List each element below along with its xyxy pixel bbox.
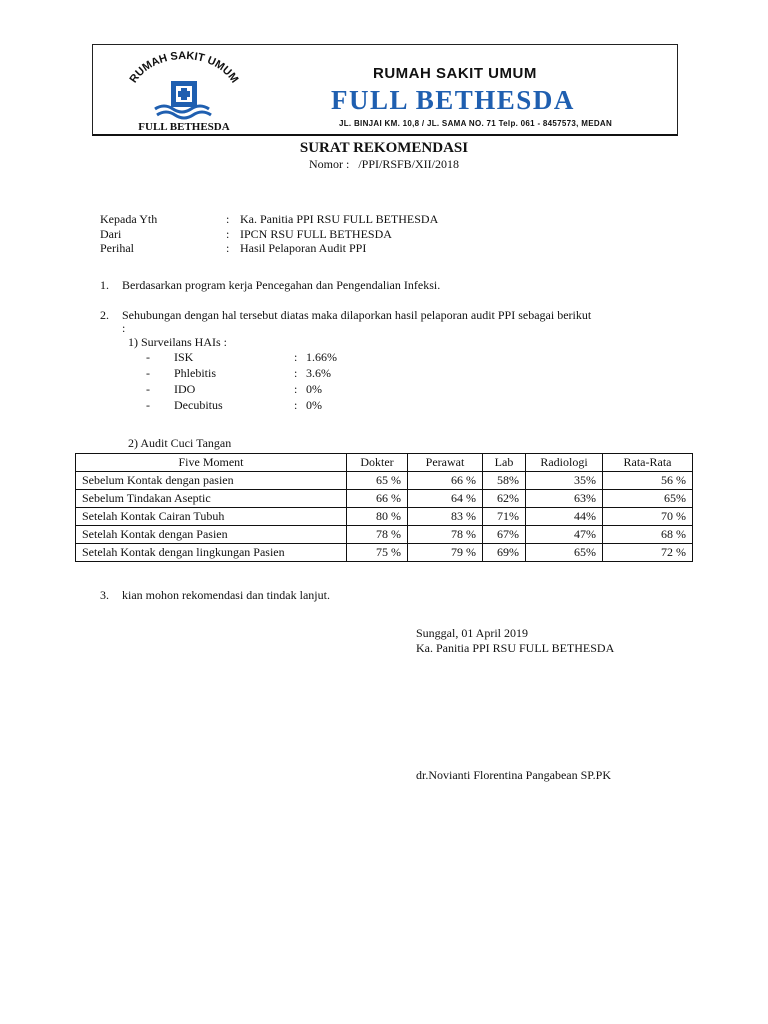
table-cell: 65%: [526, 544, 603, 562]
table-row: [76, 508, 693, 526]
audit-heading: 2) Audit Cuci Tangan: [128, 436, 232, 450]
svg-text:RUMAH SAKIT UMUM: RUMAH SAKIT UMUM: [127, 51, 241, 86]
audit-table: [75, 453, 693, 562]
table-row: [76, 472, 693, 490]
signature-place-date: Sunggal, 01 April 2019: [416, 626, 529, 640]
table-cell: 68 %: [603, 526, 693, 544]
table-cell: Setelah Kontak dengan Pasien: [76, 526, 347, 544]
surveilans-value: 3.6%: [306, 366, 331, 380]
surveilans-dash: -: [146, 366, 150, 380]
table-cell: Setelah Kontak Cairan Tubuh: [76, 508, 347, 526]
table-cell: 62%: [483, 490, 526, 508]
header-field-label-1: Dari: [100, 227, 122, 241]
table-cell: 67%: [483, 526, 526, 544]
letterhead-hospital-name: FULL BETHESDA: [331, 85, 575, 115]
signature-name: dr.Novianti Florentina Pangabean SP.PK: [416, 768, 611, 782]
document-title: SURAT REKOMENDASI: [299, 140, 469, 156]
surveilans-sep: :: [294, 382, 298, 396]
table-cell: 70 %: [603, 508, 693, 526]
header-field-sep-2: :: [226, 241, 230, 255]
table-cell: 79 %: [408, 544, 483, 562]
header-field-sep-1: :: [226, 227, 230, 241]
column-header: Lab: [483, 454, 526, 472]
surveilans-dash: -: [146, 382, 150, 396]
table-cell: 83 %: [408, 508, 483, 526]
header-field-value-0: Ka. Panitia PPI RSU FULL BETHESDA: [240, 212, 439, 226]
table-cell: 47%: [526, 526, 603, 544]
table-cell: 64 %: [408, 490, 483, 508]
point-1-number: 1.: [100, 278, 109, 292]
column-header: Perawat: [408, 454, 483, 472]
table-cell: 65%: [603, 490, 693, 508]
table-cell: Sebelum Kontak dengan pasien: [76, 472, 347, 490]
point-2-text: Sehubungan dengan hal tersebut diatas maka dilaporkan hasil pelaporan audit PPI sebagai berikut: [122, 308, 592, 322]
header-field-label-0: Kepada Yth: [100, 212, 158, 226]
point-1-text: Berdasarkan program kerja Pencegahan dan Pengendalian Infeksi.: [122, 278, 441, 292]
table-cell: 56 %: [603, 472, 693, 490]
letterhead: [92, 44, 678, 136]
column-header: Rata-Rata: [603, 454, 693, 472]
table-header-row: [76, 454, 693, 472]
surveilans-heading: 1) Surveilans HAIs :: [128, 335, 227, 349]
table-cell: Setelah Kontak dengan lingkungan Pasien: [76, 544, 347, 562]
nomor-label: Nomor :: [308, 157, 350, 171]
letterhead-address: JL. BINJAI KM. 10,8 / JL. SAMA NO. 71 Telp. 061 - 8457573, MEDAN: [339, 119, 613, 128]
table-cell: 71%: [483, 508, 526, 526]
column-header: Five Moment: [76, 454, 347, 472]
surveilans-sep: :: [294, 350, 298, 364]
table-row: [76, 526, 693, 544]
table-cell: Sebelum Tindakan Aseptic: [76, 490, 347, 508]
surveilans-sep: :: [294, 366, 298, 380]
column-header: Radiologi: [526, 454, 603, 472]
document-number: [0, 157, 768, 172]
svg-text:FULL BETHESDA: FULL BETHESDA: [138, 121, 230, 131]
surveilans-name: IDO: [174, 382, 196, 396]
table-cell: 66 %: [347, 490, 408, 508]
table-cell: 44%: [526, 508, 603, 526]
point-2-colon: :: [122, 321, 126, 335]
nomor-value: /PPI/RSFB/XII/2018: [358, 157, 460, 171]
header-field-sep-0: :: [226, 212, 230, 226]
hospital-logo: [115, 51, 253, 131]
table-cell: 78 %: [408, 526, 483, 544]
table-cell: 66 %: [408, 472, 483, 490]
table-cell: 78 %: [347, 526, 408, 544]
table-cell: 72 %: [603, 544, 693, 562]
header-field-value-1: IPCN RSU FULL BETHESDA: [240, 227, 392, 241]
table-cell: 65 %: [347, 472, 408, 490]
table-cell: 35%: [526, 472, 603, 490]
table-row: [76, 544, 693, 562]
table-cell: 69%: [483, 544, 526, 562]
surveilans-value: 1.66%: [306, 350, 337, 364]
column-header: Dokter: [347, 454, 408, 472]
surveilans-name: Phlebitis: [174, 366, 217, 380]
surveilans-sep: :: [294, 398, 298, 412]
surveilans-dash: -: [146, 398, 150, 412]
signature-position: Ka. Panitia PPI RSU FULL BETHESDA: [416, 641, 615, 655]
table-cell: 80 %: [347, 508, 408, 526]
table-cell: 58%: [483, 472, 526, 490]
surveilans-name: ISK: [174, 350, 194, 364]
header-field-label-2: Perihal: [100, 241, 134, 255]
surveilans-dash: -: [146, 350, 150, 364]
header-field-value-2: Hasil Pelaporan Audit PPI: [240, 241, 367, 255]
surveilans-value: 0%: [306, 382, 322, 396]
surveilans-name: Decubitus: [174, 398, 223, 412]
surveilans-value: 0%: [306, 398, 322, 412]
letterhead-subtitle: RUMAH SAKIT UMUM: [373, 65, 537, 82]
point-3-text: kian mohon rekomendasi dan tindak lanjut.: [122, 588, 330, 602]
table-cell: 75 %: [347, 544, 408, 562]
table-row: [76, 490, 693, 508]
point-3-number: 3.: [100, 588, 109, 602]
table-cell: 63%: [526, 490, 603, 508]
point-2-number: 2.: [100, 308, 109, 322]
